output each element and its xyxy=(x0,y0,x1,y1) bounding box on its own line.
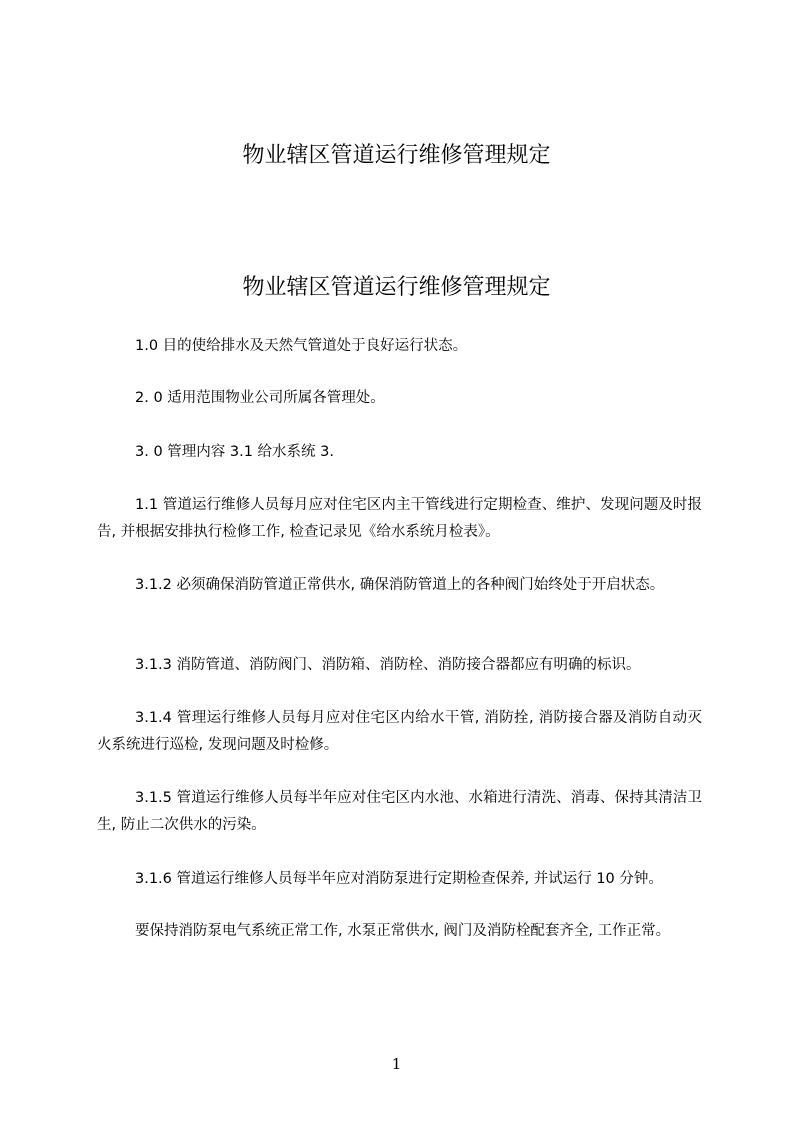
document-main-title: 物业辖区管道运行维修管理规定 xyxy=(242,275,551,300)
document-header-title: 物业辖区管道运行维修管理规定 xyxy=(242,143,551,168)
paragraph-3-1-5: 3.1.5 管道运行维修人员每半年应对住宅区内水池、水箱进行清洗、消毒、保持其清洁卫生, 防止二次供水的污染。 xyxy=(97,790,702,833)
paragraph-3-1-3: 3.1.3 消防管道、消防阀门、消防箱、消防栓、消防接合器都应有明确的标识。 xyxy=(135,657,641,673)
paragraph-3-1-2: 3.1.2 必须确保消防管道正常供水, 确保消防管道上的各种阀门始终处于开启状态。 xyxy=(135,577,665,593)
paragraph-3-1-6: 3.1.6 管道运行维修人员每半年应对消防泵进行定期检查保养, 并试运行 10 分钟。 xyxy=(135,871,663,887)
paragraph-3-1-4: 3.1.4 管理运行维修人员每月应对住宅区内给水干管, 消防拴, 消防接合器及消防自动灭火系统进行巡检, 发现问题及时检修。 xyxy=(97,710,702,753)
page-number: 1 xyxy=(391,1055,402,1073)
paragraph-3-1-1: 1.1 管道运行维修人员每月应对住宅区内主干管线进行定期检查、维护、发现问题及时报告, 并根据安排执行检修工作, 检查记录见《给水系统月检表》。 xyxy=(97,497,702,540)
paragraph-purpose: 1.0 目的使给排水及天然气管道处于良好运行状态。 xyxy=(135,338,468,354)
paragraph-pump-requirements: 要保持消防泵电气系统正常工作, 水泵正常供水, 阀门及消防栓配套齐全, 工作正常。 xyxy=(135,923,671,939)
paragraph-scope: 2. 0 适用范围物业公司所属各管理处。 xyxy=(135,390,385,406)
paragraph-content-heading: 3. 0 管理内容 3.1 给水系统 3. xyxy=(135,444,334,460)
